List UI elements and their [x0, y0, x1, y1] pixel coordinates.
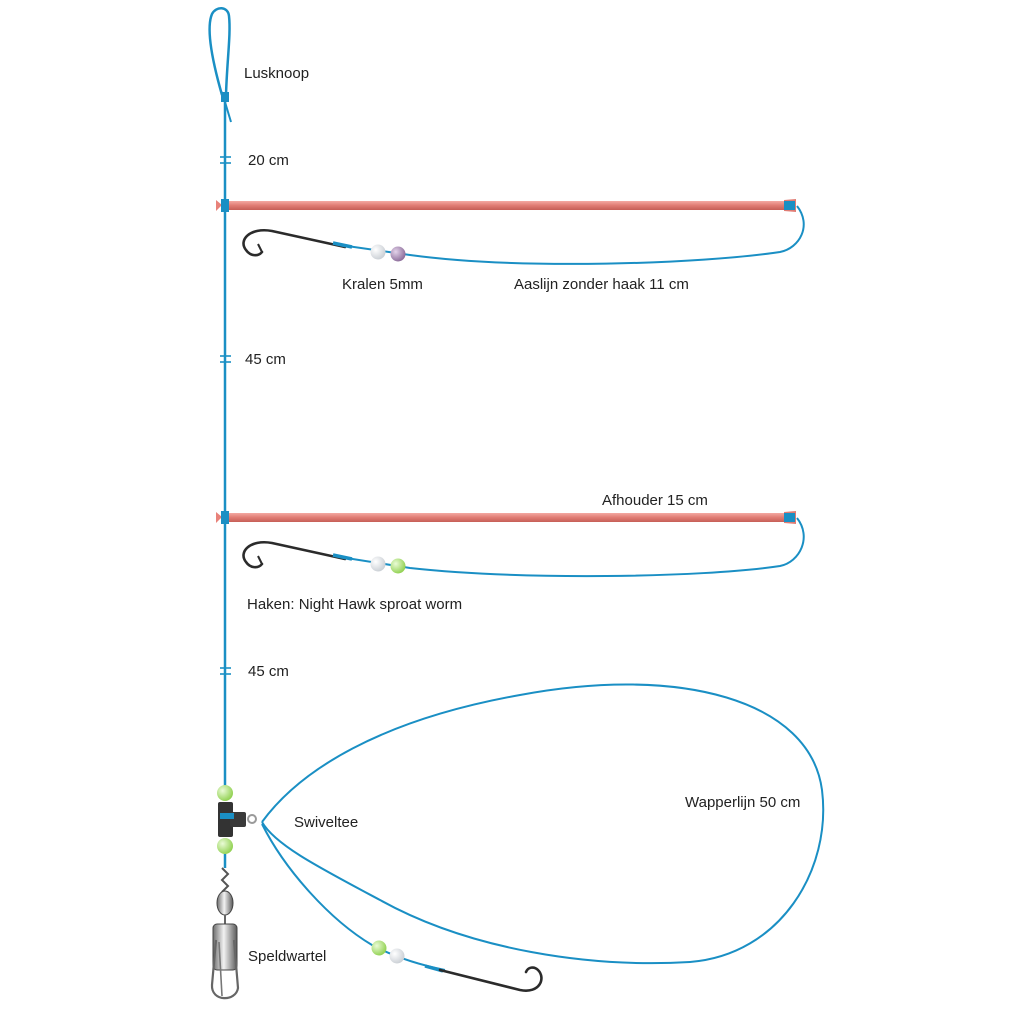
- label-boom: Afhouder 15 cm: [602, 492, 708, 509]
- boom-middle-end-cap: [784, 513, 795, 522]
- boom-top-end-cap: [784, 201, 795, 210]
- bead-white-top: [371, 245, 386, 260]
- snood-middle: [340, 518, 804, 576]
- boom-middle-sleeve: [221, 511, 229, 524]
- label-loop-knot: Lusknoop: [244, 65, 310, 82]
- boom-middle: [216, 511, 796, 524]
- hook-middle: [244, 542, 345, 567]
- label-beads: Kralen 5mm: [342, 276, 423, 293]
- boom-top: [216, 199, 796, 212]
- bead-white-middle: [371, 557, 386, 572]
- label-swivel-tee: Swiveltee: [294, 814, 359, 831]
- bead-green-flapper: [372, 941, 387, 956]
- snood-top: [340, 206, 804, 264]
- hook-middle-barb: [258, 556, 262, 564]
- bead-purple-top: [391, 247, 406, 262]
- label-spacing-20cm: 20 cm: [248, 152, 289, 169]
- bead-white-flapper: [390, 949, 405, 964]
- hook-top-barb: [258, 244, 262, 252]
- label-snap-swivel: Speldwartel: [248, 948, 327, 965]
- snap-swivel: [212, 868, 238, 998]
- hook-flapper: [440, 968, 541, 991]
- label-flapper-line: Wapperlijn 50 cm: [685, 794, 801, 811]
- swivel-tee: [218, 802, 256, 837]
- hook-top-whip: [333, 243, 352, 247]
- loop-knot: [210, 8, 230, 95]
- bead-green-upper: [217, 785, 233, 801]
- bead-green-middle: [391, 559, 406, 574]
- label-snood: Aaslijn zonder haak 11 cm: [514, 276, 689, 293]
- bead-green-lower: [217, 838, 233, 854]
- label-spacing-45cm-lower: 45 cm: [248, 663, 289, 680]
- label-hooks: Haken: Night Hawk sproat worm: [247, 596, 463, 613]
- label-spacing-45cm-upper: 45 cm: [245, 351, 286, 368]
- hook-top: [244, 230, 345, 255]
- boom-top-sleeve: [221, 199, 229, 212]
- hook-middle-whip: [333, 555, 352, 559]
